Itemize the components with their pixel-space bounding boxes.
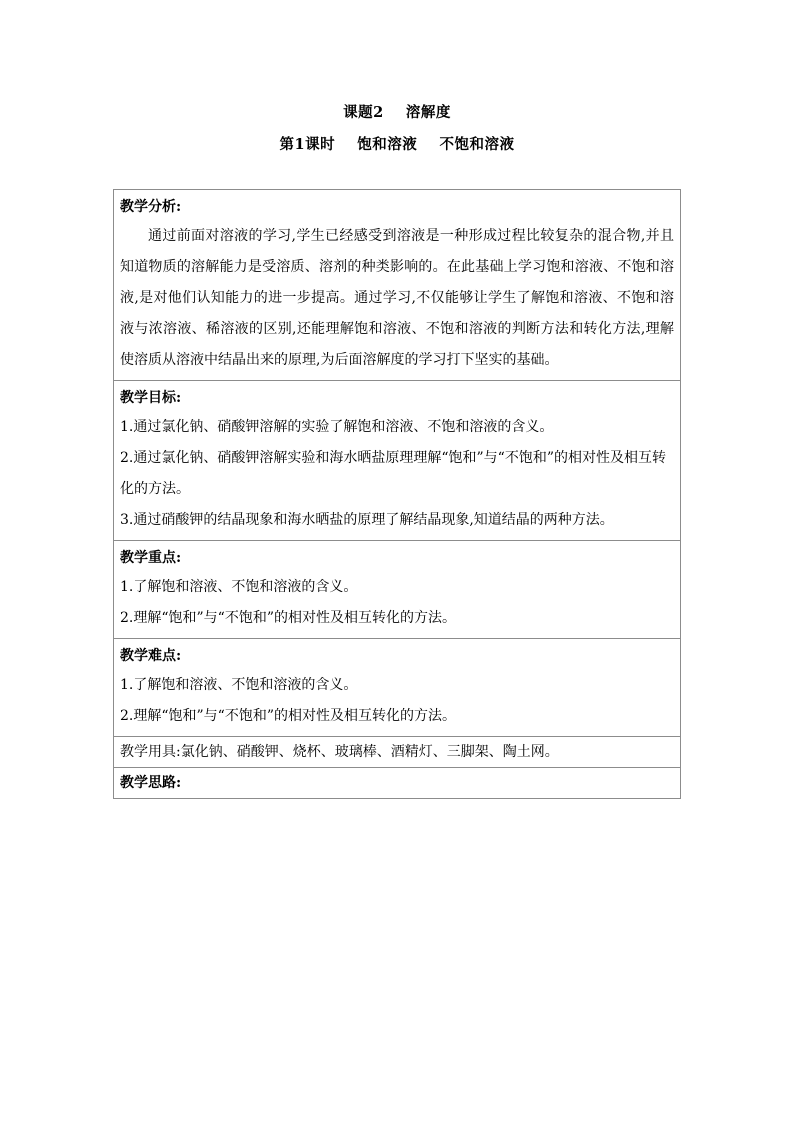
analysis-row	[114, 190, 681, 381]
approach-row	[114, 768, 681, 799]
analysis-cell	[114, 190, 681, 381]
difficulties-heading: 教学难点:	[120, 648, 182, 664]
tools-cell	[114, 737, 681, 768]
difficulties-row	[114, 639, 681, 737]
lesson-plan-table	[113, 189, 681, 799]
key-point-item: 2.理解“饱和”与“不饱和”的相对性及相互转化的方法。	[120, 610, 456, 626]
difficulties-cell	[114, 639, 681, 737]
goals-row	[114, 381, 681, 541]
key-points-heading: 教学重点:	[120, 550, 182, 566]
lesson-subtitle: 第1课时 饱和溶液 不饱和溶液	[279, 136, 515, 153]
goal-item: 2.通过氯化钠、硝酸钾溶解实验和海水晒盐原理理解“饱和”与“不饱和”的相对性及相互转化的方法。	[120, 450, 666, 497]
approach-heading: 教学思路:	[120, 775, 182, 791]
approach-cell	[114, 768, 681, 799]
goal-item: 1.通过氯化钠、硝酸钾溶解的实验了解饱和溶液、不饱和溶液的含义。	[120, 419, 554, 435]
lesson-title: 课题2 溶解度	[343, 104, 451, 121]
difficulty-item: 2.理解“饱和”与“不饱和”的相对性及相互转化的方法。	[120, 708, 456, 724]
tools-text: 教学用具:氯化钠、硝酸钾、烧杯、玻璃棒、酒精灯、三脚架、陶土网。	[120, 744, 559, 760]
key-point-item: 1.了解饱和溶液、不饱和溶液的含义。	[120, 579, 358, 595]
goal-item: 3.通过硝酸钾的结晶现象和海水晒盐的原理了解结晶现象,知道结晶的两种方法。	[120, 512, 614, 528]
analysis-text: 通过前面对溶液的学习,学生已经感受到溶液是一种形成过程比较复杂的混合物,并且知道物质的溶解能力是受溶质、溶剂的种类影响的。在此基础上学习饱和溶液、不饱和溶液,是对他们认知能力的进一步提高。通过学习,不仅能够让学生了解饱和溶液、不饱和溶液与浓溶液、稀溶液的区别,还能理解饱和溶液、不饱和溶液的判断方法和转化方法,理解使溶质从溶液中结晶出来的原理,为后面溶解度的学习打下坚实的基础。	[120, 228, 674, 368]
tools-row	[114, 737, 681, 768]
analysis-heading: 教学分析:	[120, 199, 182, 215]
key-points-cell	[114, 541, 681, 639]
key-points-row	[114, 541, 681, 639]
difficulty-item: 1.了解饱和溶液、不饱和溶液的含义。	[120, 677, 358, 693]
goals-heading: 教学目标:	[120, 390, 182, 406]
goals-cell	[114, 381, 681, 541]
